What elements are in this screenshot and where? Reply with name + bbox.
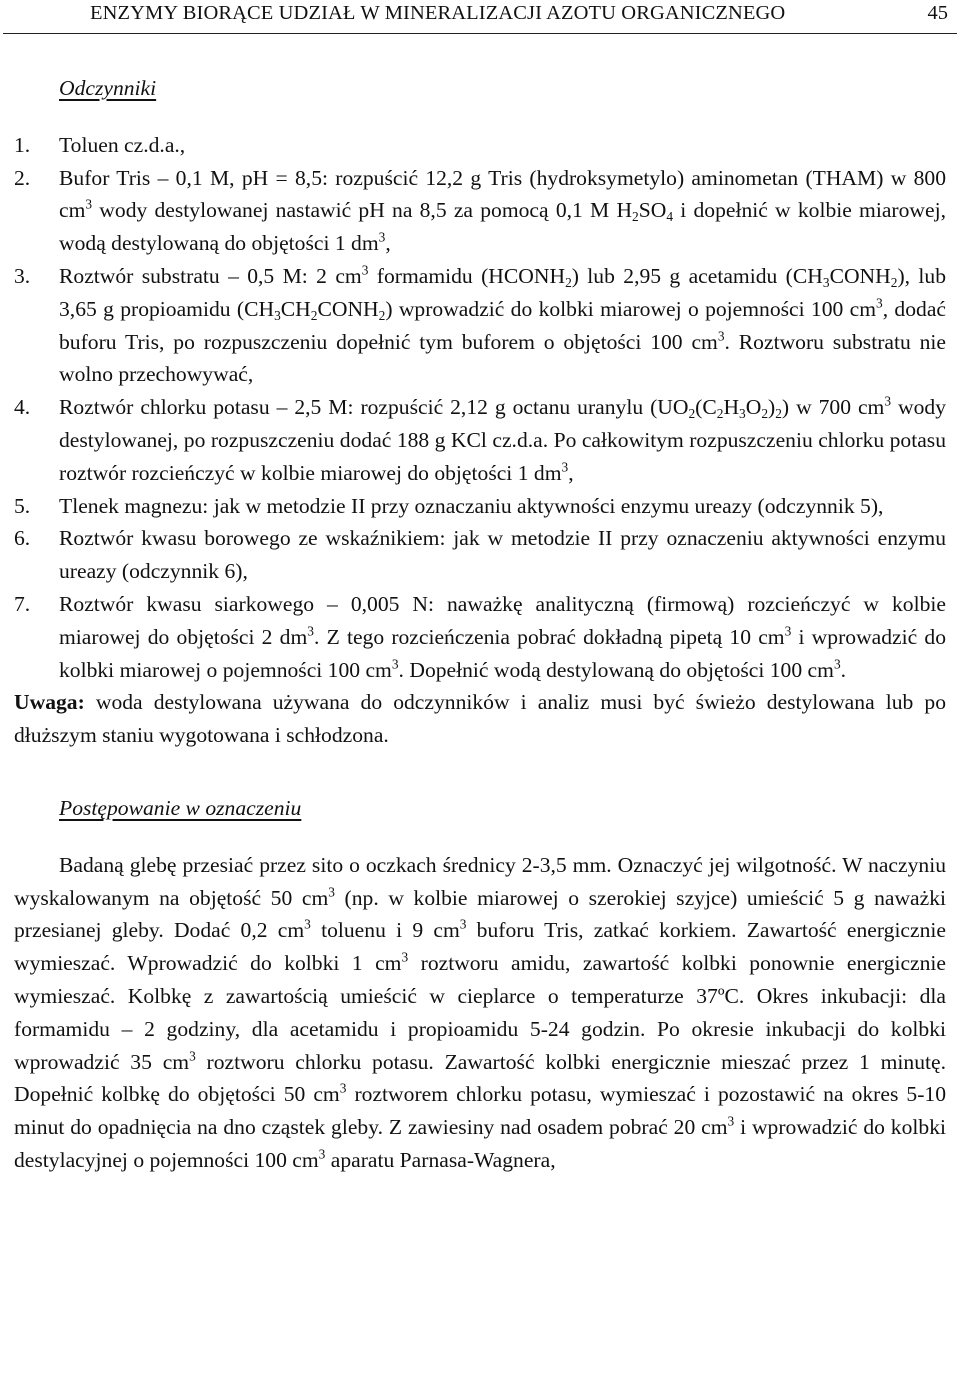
item-text: i wprowadzić do kolbki miarowej o pojemności 100 cm [59, 624, 946, 682]
item-text: Roztwór substratu – 0,5 M: 2 cm [59, 263, 362, 288]
list-item [14, 260, 946, 391]
superscript: 3 [328, 883, 335, 899]
list-item [14, 129, 946, 162]
subscript: 2 [761, 406, 769, 422]
item-text: Tlenek magnezu: jak w metodzie II przy oznaczaniu aktywności enzymu ureazy (odczynnik 5), [59, 493, 884, 518]
superscript: 3 [717, 327, 725, 343]
item-text: , [385, 231, 391, 256]
item-number: 7. [14, 591, 31, 616]
superscript: 3 [85, 196, 93, 212]
subscript: 2 [378, 307, 386, 323]
note-label: Uwaga: [14, 690, 85, 715]
item-number: 1. [14, 132, 31, 157]
item-number: 4. [14, 395, 31, 420]
superscript: 3 [307, 623, 314, 639]
item-text: ) [768, 395, 776, 420]
procedure-text: i wprowadzić do kolbki destylacyjnej o pojemności 100 cm [14, 1115, 946, 1172]
subscript: 3 [739, 406, 746, 422]
procedure-text: roztworem chlorku potasu, wymieszać i pozostawić na okres 5-10 minut do opadnięcia na dno cząstek gleby. Z zawiesiny nad osadem pobrać 20 cm [14, 1082, 946, 1140]
list-item [14, 162, 946, 260]
subscript: 2 [632, 209, 639, 225]
superscript: 3 [391, 655, 399, 671]
superscript: 3 [378, 229, 386, 245]
item-text: ), lub 3,65 g propioamidu (CH [59, 263, 946, 321]
superscript: 3 [833, 655, 841, 671]
note-paragraph [14, 686, 946, 752]
item-text: . [840, 657, 847, 682]
item-text: Roztwór chlorku potasu – 2,5 M: rozpuścić 2,12 g octanu uranylu (UO [59, 395, 689, 420]
item-text: Roztwór kwasu siarkowego – 0,005 N: naważkę analityczną (firmową) rozcieńczyć w kolbie miarowej do objętości 2 dm [59, 591, 946, 649]
superscript: 3 [189, 1047, 196, 1063]
subscript: 2 [565, 275, 572, 290]
item-text: wody destylowanej nastawić pH na 8,5 za pomocą 0,1 M H [92, 198, 633, 223]
procedure-text: Badaną glebę przesiać przez sito o oczkach średnicy 2-3,5 mm. Oznaczyć jej wilgotność. W naczyniu wyskalowanym na objętość 50 cm [14, 852, 946, 910]
item-number: 3. [14, 263, 31, 288]
item-number: 2. [14, 165, 31, 190]
item-text: CONH [317, 296, 379, 321]
item-text: , dodać buforu Tris, po rozpuszczeniu dopełnić tym buforem o objętości 100 cm [59, 296, 946, 354]
item-text: wody destylowanej, po rozpuszczeniu dodać 188 g KCl cz.d.a. Po całkowitym rozpuszczeniu chlorku potasu roztwór rozcieńczyć w kolbie miarowej do objętości 1 dm [59, 395, 946, 485]
item-text: ) wprowadzić do kolbki miarowej o pojemności 100 cm [385, 296, 877, 321]
main-content [14, 72, 946, 1177]
item-text: SO [638, 198, 667, 223]
item-text: Toluen cz.d.a., [59, 132, 186, 157]
procedure-text: (np. w kolbie miarowej o szerokiej szyjce) umieścić 5 g naważki przesianej gleby. Dodać 0,2 cm [14, 885, 947, 943]
subscript: 2 [688, 406, 696, 422]
procedure-text: roztworu chlorku potasu. Zawartość kolbki energicznie mieszać przez 1 minutę. Dopełnić kolbkę do objętości 50 cm [14, 1049, 946, 1107]
item-text: i dopełnić w kolbie miarowej, wodą destylowaną do objętości 1 dm [59, 198, 946, 256]
reagents-title: Odczynniki [59, 76, 157, 100]
list-item [14, 391, 946, 489]
item-text: ) w 700 cm [781, 395, 885, 420]
superscript: 3 [339, 1080, 347, 1096]
item-text: . Roztworu substratu nie wolno przechowywać, [59, 329, 946, 387]
item-text: . Z tego rozcieńczenia pobrać dokładną pipetą 10 cm [313, 624, 785, 649]
superscript: 3 [459, 916, 467, 932]
superscript: 3 [876, 295, 883, 311]
subscript: 3 [274, 307, 281, 323]
item-text: Bufor Tris – 0,1 M, pH = 8,5: rozpuścić 12,2 g Tris (hydroksymetylo) aminometan (THAM) w 800 cm [59, 165, 946, 223]
header-rule [3, 33, 957, 34]
item-text: O [745, 395, 762, 420]
subscript: 4 [666, 209, 674, 225]
item-text: (C [695, 395, 717, 420]
procedure-text: buforu Tris, zatkać korkiem. Zawartość energicznie wymieszać. Wprowadzić do kolbki 1 cm [14, 918, 946, 976]
subscript: 3 [822, 275, 830, 290]
procedure-text: toluenu i 9 cm [310, 918, 460, 943]
item-text: ) lub 2,95 g acetamidu (CH [571, 263, 823, 288]
item-text: , [568, 460, 574, 485]
running-header: ENZYMY BIORĄCE UDZIAŁ W MINERALIZACJI AZOTU ORGANICZNEGO [90, 2, 786, 24]
procedure-text: aparatu Parnasa-Wagnera, [325, 1147, 556, 1172]
item-text: Roztwór kwasu borowego ze wskaźnikiem: jak w metodzie II przy oznaczeniu aktywności enzymu ureazy (odczynnik 6), [59, 526, 946, 584]
procedure-text: roztworu amidu, zawartość kolbki ponownie energicznie wymieszać. Kolbkę z zawartością umieścić w cieplarce o temperaturze 37ºC. Okres inkubacji: dla formamidu – 2 godziny, dla acetamidu i propioamidu 5-24 godzin. Po okresie inkubacji do kolbki wprowadzić 35 cm [14, 951, 947, 1074]
item-text: formamidu (HCONH [368, 263, 566, 288]
subscript: 2 [775, 406, 782, 422]
procedure-paragraph [14, 849, 946, 1177]
item-number: 5. [14, 493, 31, 518]
reagents-list [14, 129, 946, 687]
item-text: CONH [829, 263, 891, 288]
superscript: 3 [304, 916, 311, 932]
item-text: CH [280, 296, 311, 321]
item-text: . Dopełnić wodą destylowaną do objętości 100 cm [398, 657, 834, 682]
item-text: H [723, 395, 740, 420]
subscript: 2 [310, 307, 318, 323]
superscript: 3 [784, 623, 792, 639]
superscript: 3 [884, 393, 892, 409]
note-text: woda destylowana używana do odczynników i analiz musi być świeżo destylowana lub po dłuższym staniu wygotowana i schłodzona. [14, 690, 946, 748]
list-item [14, 588, 946, 686]
page-number: 45 [927, 2, 948, 24]
superscript: 3 [361, 262, 369, 278]
list-item [14, 490, 946, 523]
superscript: 3 [561, 459, 569, 475]
item-number: 6. [14, 526, 31, 551]
list-item [14, 522, 946, 588]
superscript: 3 [727, 1113, 735, 1129]
procedure-title: Postępowanie w oznaczeniu [59, 795, 302, 820]
subscript: 2 [890, 275, 898, 290]
superscript: 3 [401, 949, 409, 965]
subscript: 2 [716, 406, 724, 422]
superscript: 3 [318, 1146, 326, 1162]
